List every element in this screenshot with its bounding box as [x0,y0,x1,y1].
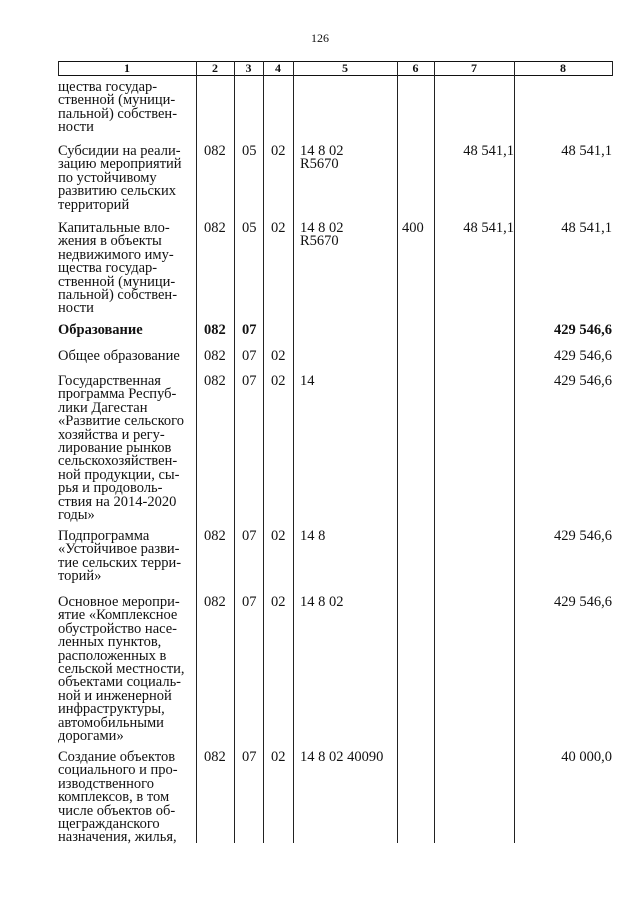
cell-amount-total: 40 000,0 [561,749,612,765]
cell-code: 082 [204,220,226,236]
column-divider [293,61,294,843]
header-bottom-border [58,75,613,76]
cell-section: 07 [242,322,257,338]
row-name: Образование [58,322,143,338]
row-name: Основное меропри- ятие «Комплексное обустройство насе- ленных пунктов, расположенных в сельской местности, объектами социаль- ной и инженерной инфраструктуры, автомобильными дорогами» [58,594,185,745]
cell-subsection: 02 [271,594,286,610]
cell-amount-total: 429 546,6 [554,322,612,338]
row-name: Подпрограмма «Устойчивое разви- тие сельских терри- торий» [58,528,182,585]
column-header: 6 [412,61,419,75]
column-divider [196,61,197,843]
cell-amount-total: 429 546,6 [554,594,612,610]
cell-code: 082 [204,348,226,364]
column-divider [612,61,613,76]
cell-section: 07 [242,373,257,389]
cell-target-article: 14 8 02 R5670 [300,220,344,250]
cell-amount-total: 429 546,6 [554,348,612,364]
column-divider [263,61,264,843]
cell-subsection: 02 [271,220,286,236]
cell-code: 082 [204,143,226,159]
cell-subsection: 02 [271,528,286,544]
row-name: Создание объектов социального и про- изводственного комплексов, в том числе объектов об- щегражданского назначения, жилья, [58,749,178,846]
column-header: 2 [212,61,218,75]
column-header: 8 [560,61,566,75]
cell-expense-type: 400 [402,220,424,236]
column-divider [514,61,515,843]
column-divider [234,61,235,843]
cell-amount-total: 48 541,1 [561,220,612,236]
column-header: 1 [124,61,130,75]
column-header: 4 [275,61,281,75]
cell-target-article: 14 [300,373,315,389]
column-header: 5 [342,61,348,75]
cell-code: 082 [204,373,226,389]
column-header: 3 [245,61,252,75]
cell-subsection: 02 [271,749,286,765]
cell-code: 082 [204,528,226,544]
cell-target-article: 14 8 02 40090 [300,749,384,765]
cell-target-article: 14 8 02 R5670 [300,143,344,173]
cell-subsection: 02 [271,143,286,159]
cell-target-article: 14 8 02 [300,594,344,610]
cell-section: 05 [242,143,257,159]
cell-amount-total: 48 541,1 [561,143,612,159]
row-name: Субсидии на реали- зацию мероприятий по устойчивому развитию сельских территорий [58,143,182,213]
page-number: 126 [311,31,329,45]
cell-target-article: 14 8 [300,528,326,544]
cell-section: 07 [242,594,257,610]
cell-section: 07 [242,528,257,544]
row-name: Общее образование [58,348,180,364]
row-name: щества государ- ственной (муници- пальной) собствен- ности [58,79,178,136]
cell-section: 05 [242,220,257,236]
row-name: Капитальные вло- жения в объекты недвижимого иму- щества государ- ственной (муници- пальной) собствен- ности [58,220,178,317]
cell-subsection: 02 [271,373,286,389]
cell-code: 082 [204,749,226,765]
cell-amount: 48 541,1 [463,220,514,236]
cell-section: 07 [242,749,257,765]
cell-amount: 48 541,1 [463,143,514,159]
row-name: Государственная программа Респуб- лики Дагестан «Развитие сельского хозяйства и регу- лирование рынков сельскохозяйствен- ной продукции, сы- рья и продоволь- ствия на 2014-2020 годы» [58,373,184,524]
cell-code: 082 [204,322,226,338]
cell-code: 082 [204,594,226,610]
cell-amount-total: 429 546,6 [554,373,612,389]
column-header: 7 [471,61,477,75]
cell-subsection: 02 [271,348,286,364]
cell-section: 07 [242,348,257,364]
column-divider [434,61,435,843]
cell-amount-total: 429 546,6 [554,528,612,544]
column-divider [397,61,398,843]
